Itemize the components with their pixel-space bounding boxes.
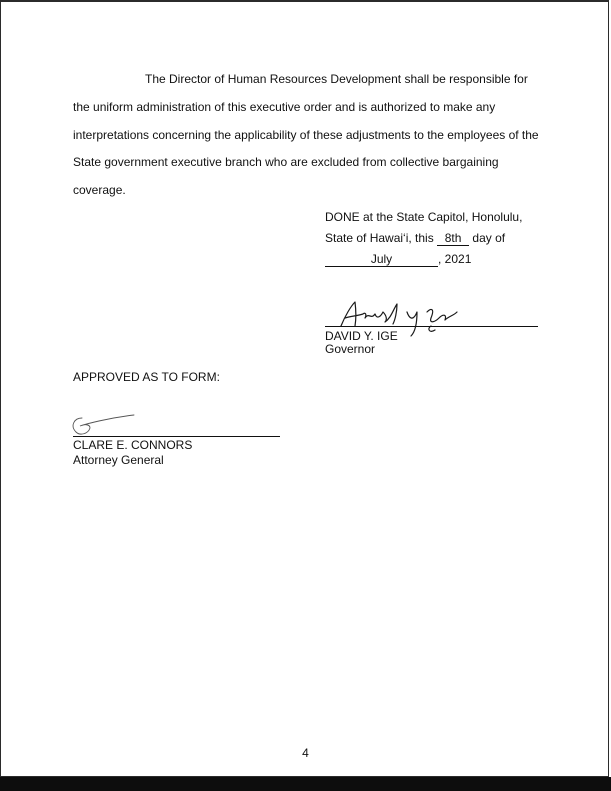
attorney-general-signature-line: [73, 436, 280, 437]
paragraph-line: interpretations concerning the applicability of these adjustments to the employees of the: [73, 127, 539, 142]
year-text: , 2021: [438, 252, 472, 266]
page-number: 4: [302, 746, 309, 760]
attorney-general-title: Attorney General: [73, 453, 164, 467]
date-suffix: day of: [472, 231, 506, 245]
paragraph-line: State government executive branch who are excluded from collective bargaining: [73, 155, 499, 170]
approved-as-to-form-label: APPROVED AS TO FORM:: [73, 370, 220, 384]
day-blank: 8th: [437, 231, 469, 246]
done-line: DONE at the State Capitol, Honolulu,: [325, 210, 523, 224]
month-blank: July: [325, 252, 438, 267]
body-paragraph: [73, 66, 553, 205]
viewer-bottom-bar: [0, 777, 611, 791]
month-line: [325, 249, 522, 270]
governor-name: DAVID Y. IGE: [325, 329, 398, 343]
governor-title: Governor: [325, 342, 376, 356]
paragraph-line: coverage.: [73, 183, 126, 198]
governor-signature-line: [325, 326, 538, 327]
date-prefix: State of Hawai‘i, this: [325, 231, 434, 245]
attorney-general-name: CLARE E. CONNORS: [73, 438, 193, 452]
paragraph-line: the uniform administration of this executive order and is authorized to make any: [73, 99, 496, 114]
done-block: [325, 207, 522, 270]
date-line: [325, 228, 522, 249]
paragraph-line: The Director of Human Resources Development shall be responsible for: [145, 72, 528, 86]
